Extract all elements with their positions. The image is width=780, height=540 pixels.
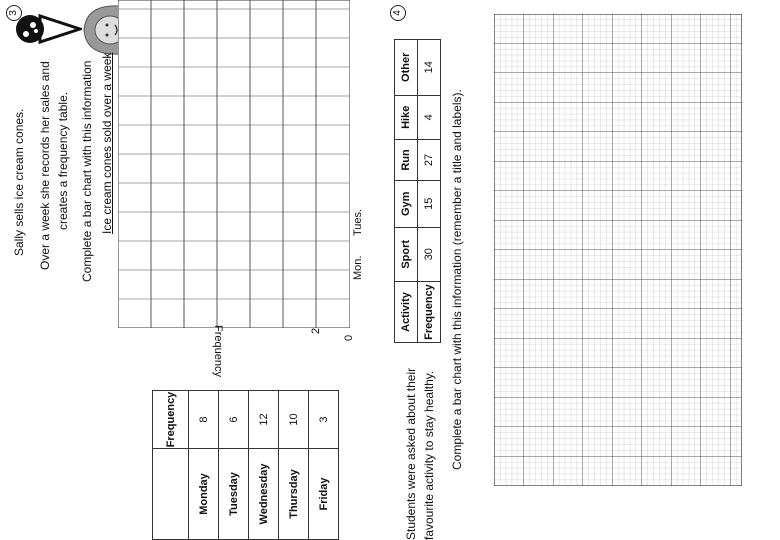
table-row [249, 391, 279, 540]
q4-instruction: Complete a bar chart with this information (remember a title and labels). [450, 89, 464, 470]
table-row [279, 391, 309, 540]
q3-chart-ylabel: Frequency [212, 325, 224, 377]
q4-activity-cell: Other [395, 40, 418, 96]
table-row [309, 391, 339, 540]
q4-frequency-cell: 15 [418, 180, 441, 227]
q3-tick-0: 0 [343, 334, 355, 341]
q3-freq-cell: 3 [309, 391, 339, 449]
q3-freq-cell: 12 [249, 391, 279, 449]
q4-frequency-cell: 14 [418, 40, 441, 96]
q3-freq-cell: 10 [279, 391, 309, 449]
q3-tick-2: 2 [310, 327, 322, 334]
table-row [219, 391, 249, 540]
q4-activity-cell: Gym [395, 180, 418, 227]
q3-day-cell: Wednesday [249, 449, 279, 540]
q3-day-cell: Thursday [279, 449, 309, 540]
q4-frequency-header: Frequency [418, 282, 441, 343]
q4-activity-cell: Run [395, 139, 418, 180]
q3-table-header-blank [153, 449, 189, 540]
q3-x-label-mon: Mon. [352, 255, 364, 280]
q4-frequency-cell: 30 [418, 227, 441, 281]
q3-freq-cell: 8 [189, 391, 219, 449]
ice-cream-icon [10, 6, 82, 52]
q3-instruction: Complete a bar chart with this information [80, 60, 94, 282]
q3-day-cell: Tuesday [219, 449, 249, 540]
q3-bar-chart-grid [118, 0, 350, 328]
q4-intro-line-1: Students were asked about their [404, 367, 418, 540]
q3-chart-title: Ice cream cones sold over a week [100, 52, 114, 234]
table-row [189, 391, 219, 540]
q3-frequency-table [152, 390, 339, 540]
q4-intro-line-2: favourite activity to stay healthy. [422, 370, 436, 540]
q3-intro-line-2: Over a week she records her sales and [38, 61, 52, 270]
q3-table-header-frequency: Frequency [153, 391, 189, 449]
q4-frequency-cell: 4 [418, 95, 441, 139]
q4-activity-cell: Hike [395, 95, 418, 139]
q3-day-cell: Friday [309, 449, 339, 540]
q4-activity-table [394, 39, 441, 343]
question-3-number: 3 [6, 5, 22, 21]
q4-graph-paper [494, 14, 742, 486]
q3-freq-cell: 6 [219, 391, 249, 449]
q3-x-label-tues: Tues. [352, 208, 364, 236]
question-4-number: 4 [390, 5, 406, 21]
q4-activity-header: Activity [395, 282, 418, 343]
q3-intro-line-1: Sally sells ice cream cones. [12, 108, 26, 256]
q3-day-cell: Monday [189, 449, 219, 540]
q4-frequency-cell: 27 [418, 139, 441, 180]
q4-activity-cell: Sport [395, 227, 418, 281]
q3-intro-line-3: creates a frequency table. [56, 91, 70, 230]
